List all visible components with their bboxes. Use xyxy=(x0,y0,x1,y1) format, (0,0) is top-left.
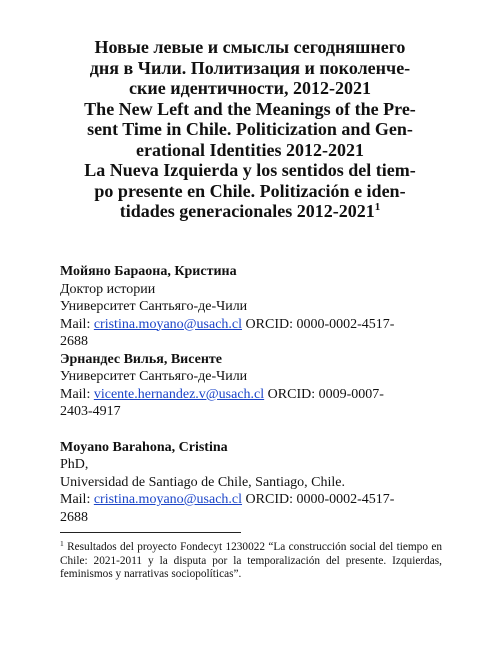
title-line-ru-1: Новые левые и смыслы сегодняшнего xyxy=(94,37,406,57)
author-block xyxy=(60,263,442,526)
author-contact-row xyxy=(60,491,442,509)
footnote-marker: 1 xyxy=(60,539,64,548)
author-degree: PhD, xyxy=(60,457,89,472)
orcid-label: ORCID: xyxy=(245,492,293,507)
title-line-ru-2: дня в Чили. Политизация и поколенче- xyxy=(89,57,411,78)
title-line-en-2: sent Time in Chile. Politicization and Gen- xyxy=(87,119,413,139)
email-link[interactable]: cristina.moyano@usach.cl xyxy=(93,492,243,507)
mail-label: Mail: xyxy=(60,316,91,332)
section-spacer xyxy=(60,421,442,439)
author-contact-row xyxy=(60,386,442,404)
orcid-label: ORCID: xyxy=(245,316,293,332)
title-line-es-1: La Nueva Izquierda y los sentidos del tiem- xyxy=(84,160,416,180)
orcid-label: ORCID: xyxy=(267,386,316,402)
title-line-ru-3: ские идентичности, 2012-2021 xyxy=(129,78,371,98)
orcid-value: 0000-0002-4517- xyxy=(296,492,395,507)
title-line-en-1: The New Left and the Meanings of the Pre- xyxy=(84,98,416,119)
email-link[interactable]: cristina.moyano@usach.cl xyxy=(93,316,243,332)
author-affiliation: Университет Сантьяго-де-Чили xyxy=(60,299,248,314)
author-name: Эрнандес Вилья, Висенте xyxy=(60,351,222,367)
mail-label: Mail: xyxy=(60,492,91,507)
orcid-value: 0009-0007- xyxy=(318,386,384,402)
orcid-value-continued: 2688 xyxy=(60,334,88,349)
author-affiliation: Университет Сантьяго-де-Чили xyxy=(60,369,248,384)
footnote xyxy=(60,541,442,582)
title-line-es-2: po presente en Chile. Politización e iden- xyxy=(94,180,406,201)
title-footnote-marker[interactable]: 1 xyxy=(374,201,381,213)
footnote-text: Resultados del proyecto Fondecyt 1230022 “La construcción social del tiempo en Chile: 2021-2011 y la disputa por la temporalización del presente. Izquierdas, feminismos y narrativas sociopolíticas”. xyxy=(60,541,442,580)
footnote-divider xyxy=(60,532,241,533)
orcid-value-continued: 2688 xyxy=(60,509,88,525)
mail-label: Mail: xyxy=(60,386,91,402)
author-degree: Доктор истории xyxy=(60,281,156,297)
orcid-value: 0000-0002-4517- xyxy=(296,316,395,332)
email-link[interactable]: vicente.hernandez.v@usach.cl xyxy=(93,386,265,402)
title-line-en-3: erational Identities 2012-2021 xyxy=(136,139,364,160)
title-line-es-3: tidades generacionales 2012-2021$^1$ xyxy=(119,201,381,221)
author-name: Мойяно Бараона, Кристина xyxy=(60,264,237,279)
author-contact-row xyxy=(60,316,442,334)
author-affiliation: Universidad de Santiago de Chile, Santiago, Chile. xyxy=(60,474,346,490)
article-title xyxy=(60,37,440,222)
author-name: Moyano Barahona, Cristina xyxy=(60,439,228,455)
orcid-value-continued: 2403-4917 xyxy=(60,404,121,419)
